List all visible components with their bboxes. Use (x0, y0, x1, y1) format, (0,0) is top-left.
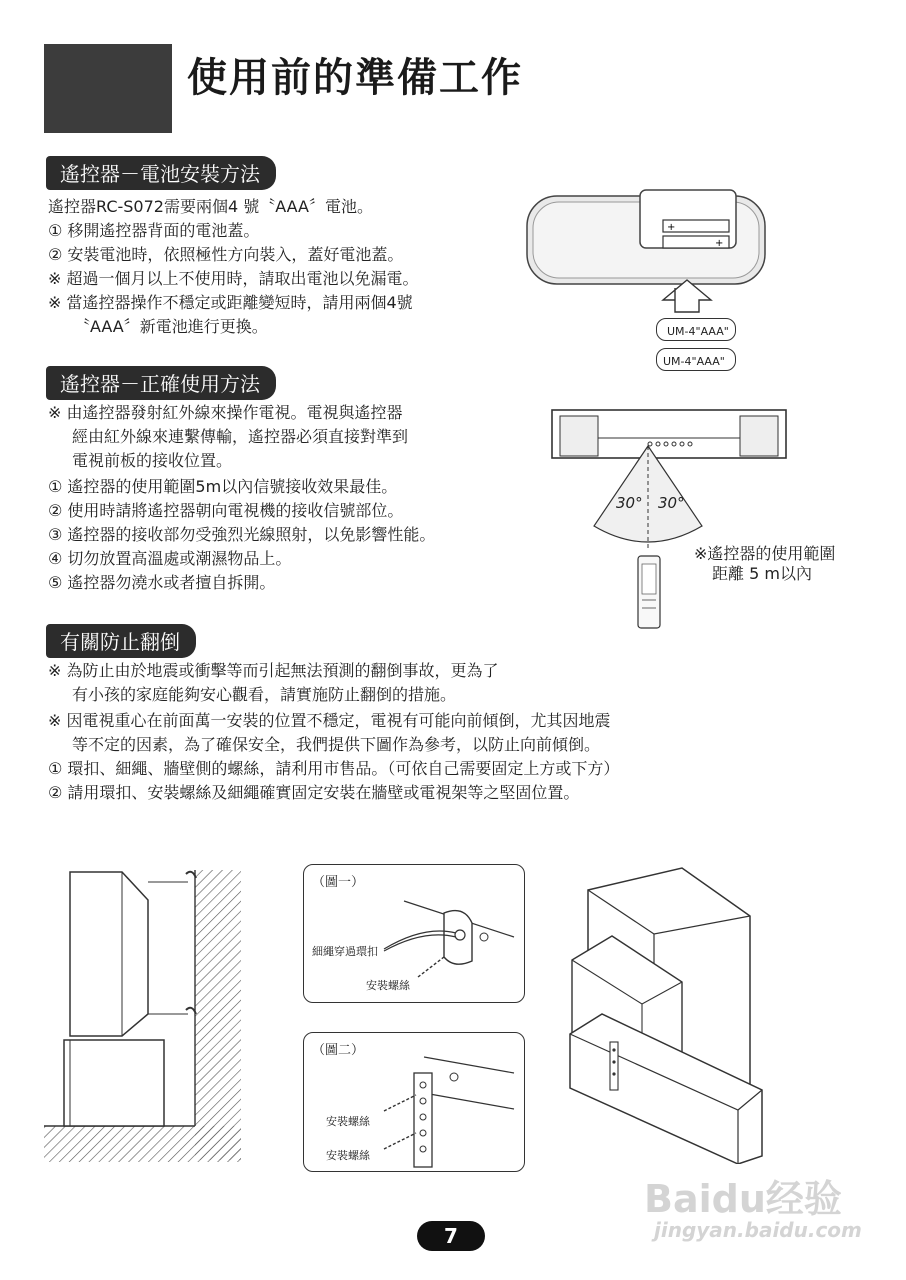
baidu-watermark-logo: Baidu经验 (644, 1177, 842, 1221)
antitip-line-4: 等不定的因素，為了確保安全，我們提供下圖作為參考，以防止向前傾倒。 (72, 735, 601, 754)
usage-line-2: 經由紅外線來連繫傳輸，遙控器必須直接對準到 (72, 427, 409, 446)
usage-line-5: ② 使用時請將遙控器朝向電視機的接收信號部位。 (48, 501, 404, 520)
baidu-watermark-url: jingyan.baidu.com (654, 1218, 862, 1242)
section-heading-battery: 遙控器－電池安裝方法 (46, 156, 276, 190)
antitip-line-3: ※ 因電視重心在前面萬一安裝的位置不穩定，電視有可能向前傾倒，尤其因地震 (48, 711, 611, 730)
battery-line-5: ※ 當遙控器操作不穩定或距離變短時，請用兩個4號 (48, 293, 413, 312)
page-number: 7 (417, 1221, 485, 1251)
figure-1-title: （圖一） (312, 875, 365, 890)
figure-2-box (303, 1032, 525, 1172)
header-block (44, 44, 172, 133)
usage-line-3: 電視前板的接收位置。 (72, 451, 233, 470)
antitip-line-5: ① 環扣、細繩、牆壁側的螺絲，請利用市售品。（可依自己需要固定上方或下方） (48, 759, 620, 778)
battery-line-3: ② 安裝電池時，依照極性方向裝入，蓋好電池蓋。 (48, 245, 404, 264)
battery-line-1: 遙控器RC-S072需要兩個4 號〝AAA〞電池。 (48, 197, 373, 216)
wall-side-view-illustration (40, 864, 245, 1172)
usage-line-8: ⑤ 遙控器勿澆水或者擅自拆開。 (48, 573, 276, 592)
antitip-line-6: ② 請用環扣、安裝螺絲及細繩確實固定安裝在牆壁或電視架等之堅固位置。 (48, 783, 580, 802)
range-caption-line-2: 距離 5 m以內 (712, 564, 812, 583)
figure-1-string-label: 細繩穿過環扣 (312, 945, 378, 958)
figure-1-screw-label: 安裝螺絲 (366, 979, 410, 992)
page-title: 使用前的準備工作 (187, 55, 523, 101)
battery-label-1: UM-4"AAA" (656, 318, 736, 341)
range-caption-line-1: ※遙控器的使用範圍 (694, 544, 836, 563)
antitip-line-1: ※ 為防止由於地震或衝擊等而引起無法預測的翻倒事故，更為了 (48, 661, 499, 680)
figure-2-screw-label-1: 安裝螺絲 (326, 1115, 370, 1128)
battery-line-4: ※ 超過一個月以上不使用時，請取出電池以免漏電。 (48, 269, 419, 288)
svg-text:+: + (715, 238, 724, 249)
usage-line-6: ③ 遙控器的接收部勿受強烈光線照射，以免影響性能。 (48, 525, 436, 544)
usage-line-1: ※ 由遙控器發射紅外線來操作電視。電視與遙控器 (48, 403, 403, 422)
figure-2-screw-label-2: 安裝螺絲 (326, 1149, 370, 1162)
svg-text:+: + (667, 222, 676, 233)
figure-1-box (303, 864, 525, 1003)
section-heading-usage: 遙控器－正確使用方法 (46, 366, 276, 400)
remote-range-illustration (550, 408, 790, 638)
battery-install-illustration (525, 180, 775, 380)
battery-line-6: 〝AAA〞新電池進行更換。 (74, 317, 268, 336)
figure-2-title: （圖二） (312, 1043, 365, 1058)
antitip-line-2: 有小孩的家庭能夠安心觀看，請實施防止翻倒的措施。 (72, 685, 457, 704)
battery-label-2: UM-4"AAA" (656, 348, 736, 371)
section-heading-anti-tip: 有關防止翻倒 (46, 624, 196, 658)
usage-line-7: ④ 切勿放置高溫處或潮濕物品上。 (48, 549, 292, 568)
figure-1-drawing (304, 865, 524, 1002)
usage-line-4: ① 遙控器的使用範圍5m以內信號接收效果最佳。 (48, 477, 398, 496)
battery-line-2: ① 移開遙控器背面的電池蓋。 (48, 221, 260, 240)
angle-right-label: 30° (658, 494, 685, 512)
angle-left-label: 30° (616, 494, 643, 512)
tv-stand-isometric-illustration (562, 864, 772, 1164)
